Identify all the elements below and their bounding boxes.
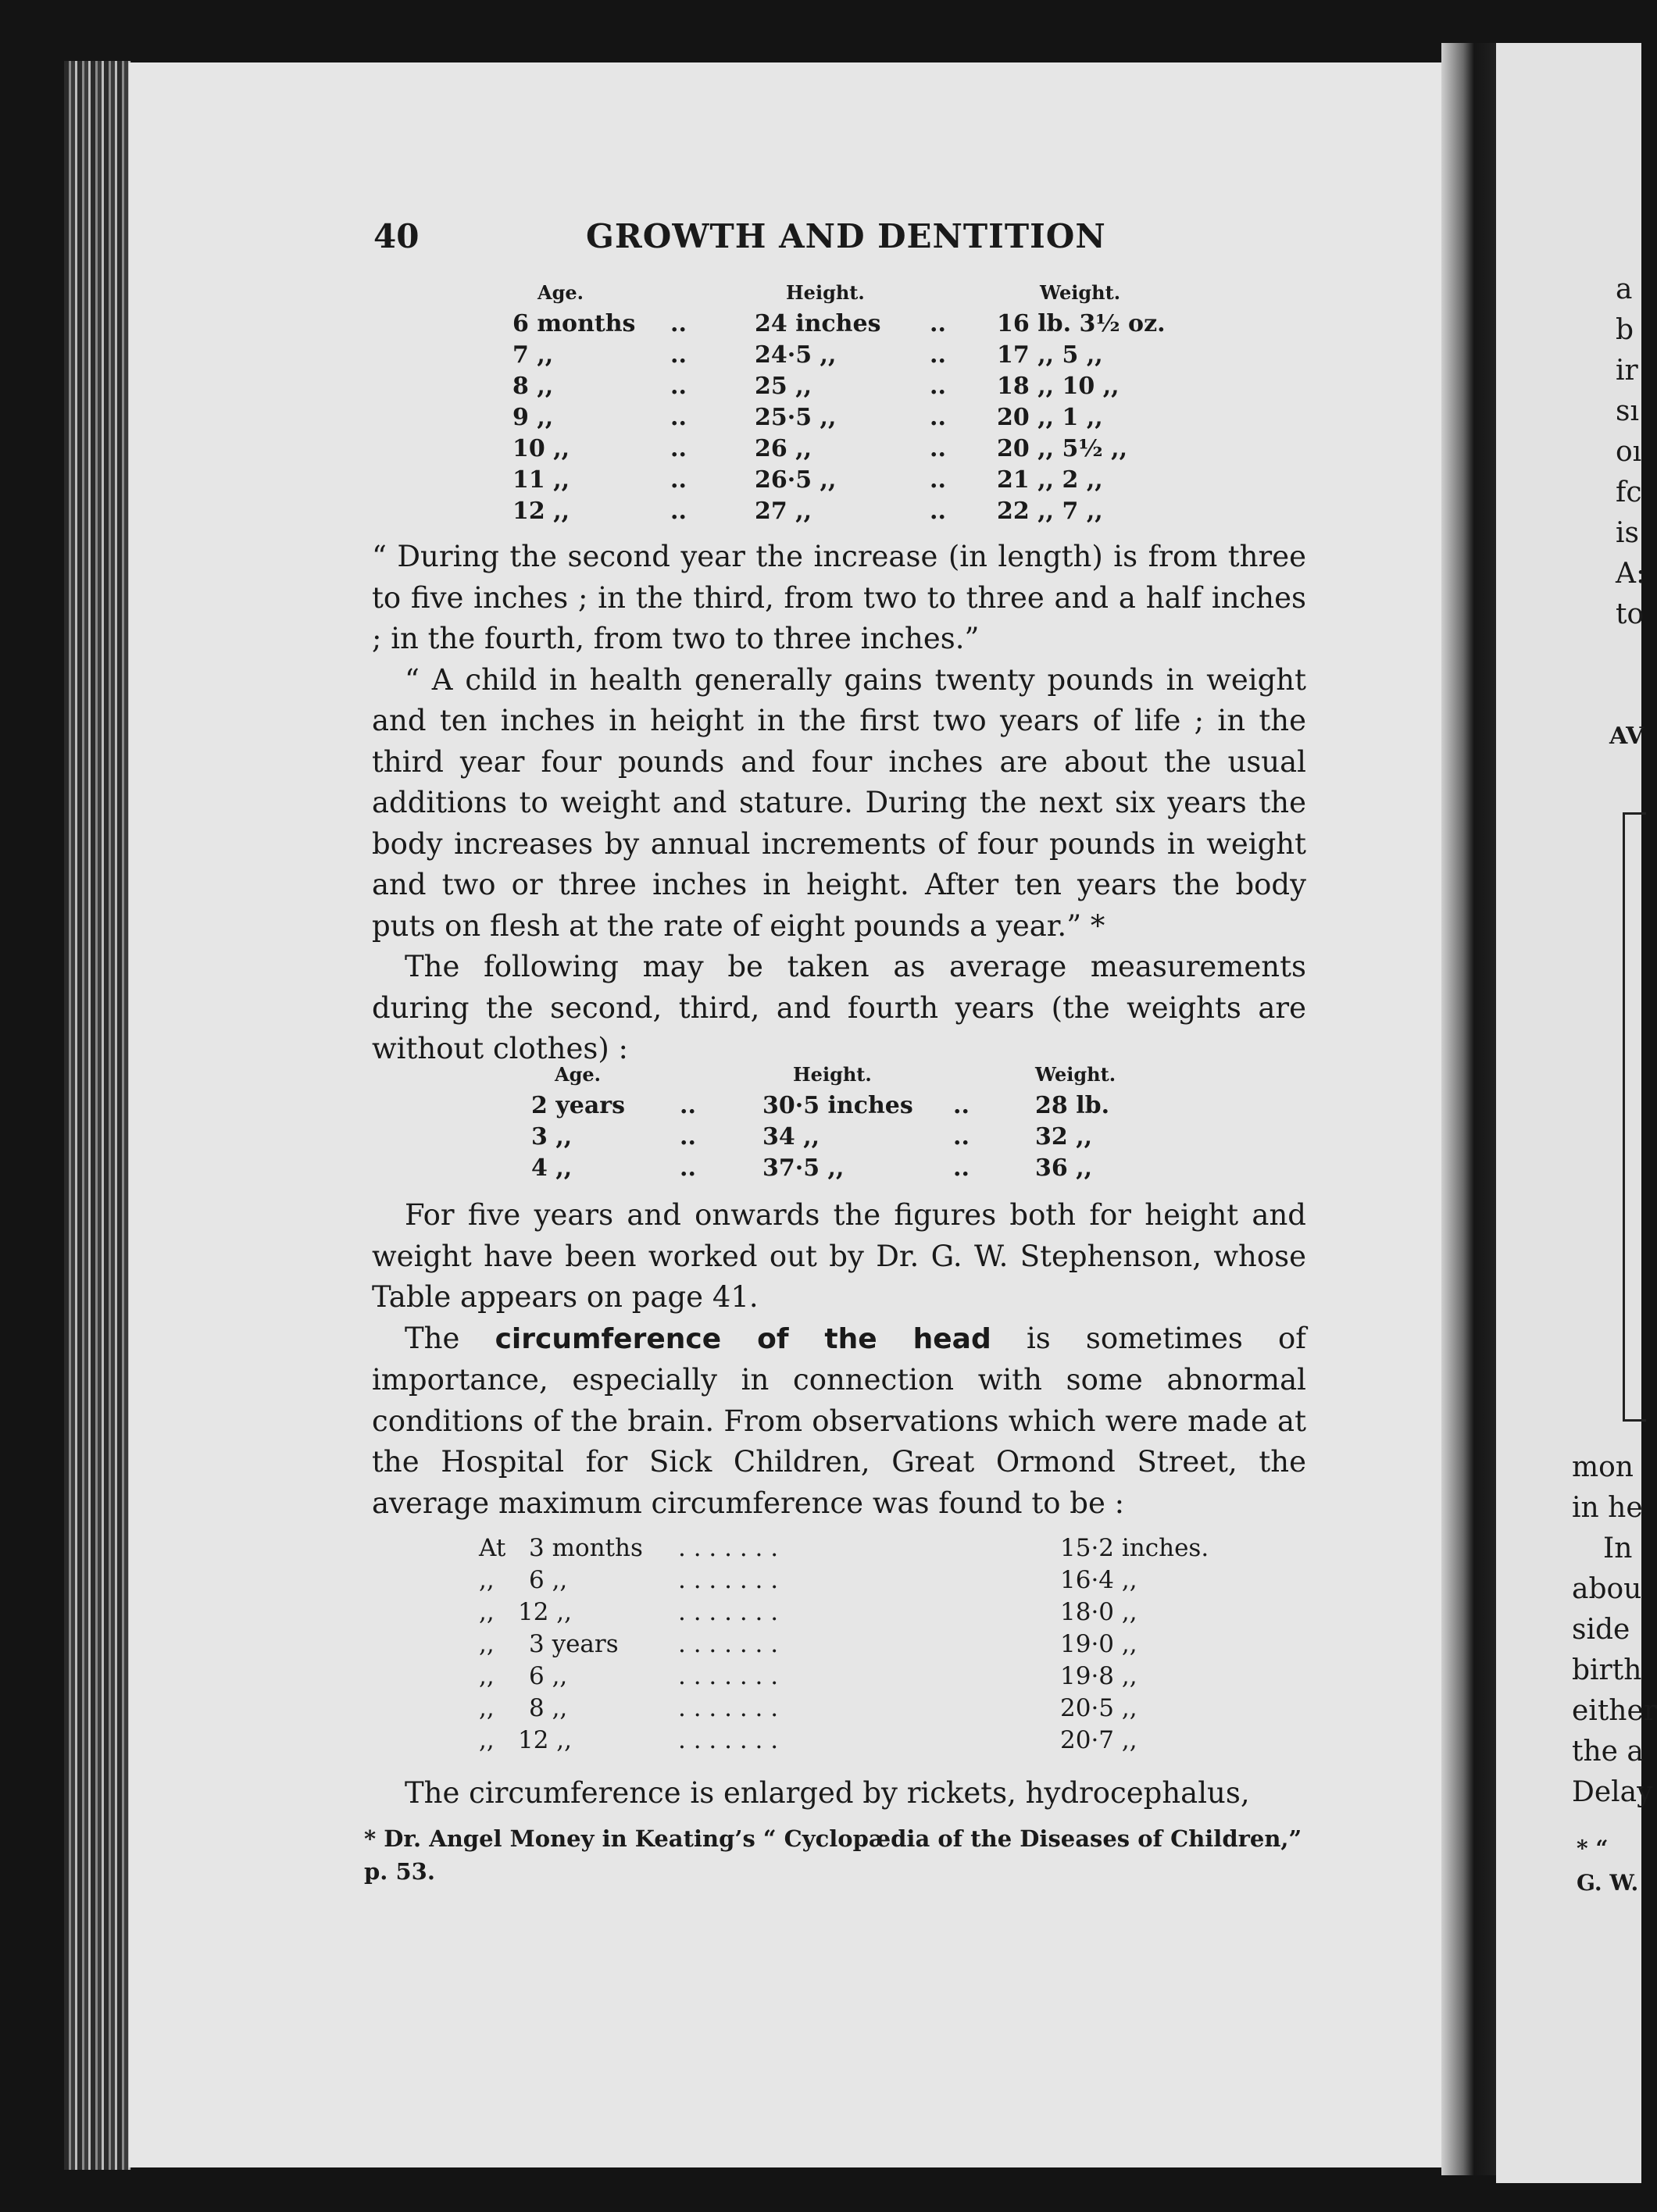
cell-age: 10 ,,	[512, 435, 570, 462]
cell-leader: ..	[930, 435, 946, 462]
header-height: Height.	[793, 1063, 872, 1086]
cell-leader: ..	[670, 498, 687, 525]
header-weight: Weight.	[1040, 281, 1121, 304]
cell-height: 26 ,,	[755, 435, 812, 462]
lead-word: The	[405, 1321, 460, 1355]
fragment: is	[1616, 517, 1639, 549]
cell-leader: ..	[670, 310, 687, 337]
cell-leader: ..	[670, 373, 687, 400]
cell-leader: ..	[953, 1092, 970, 1119]
cell-weight: 20 ,, 1 ,,	[997, 404, 1103, 431]
fragment: sı	[1616, 395, 1639, 427]
cell-age: 9 ,,	[512, 404, 554, 431]
cell-age: 12 ,,	[518, 1726, 573, 1754]
cell-leader: ..	[930, 498, 946, 525]
cell-leader: ..	[670, 435, 687, 462]
dot-leader: . . . . . . .	[678, 1630, 779, 1658]
fragment: In	[1603, 1532, 1633, 1564]
cell-height: 34 ,,	[762, 1123, 820, 1151]
fragment: b	[1616, 314, 1634, 346]
footnote	[364, 1822, 1309, 1888]
cell-weight: 36 ,,	[1035, 1154, 1093, 1182]
cell-leader: ..	[670, 341, 687, 369]
cell-age: 12 ,,	[512, 498, 570, 525]
paragraph-second-year: “ During the second year the increase (in length) is from three to five inches ; in the third, from two to three and a half inches ; in the fourth, from two to three inches.”	[372, 540, 1306, 655]
cell-age: 6 ,,	[529, 1662, 568, 1690]
dot-leader: . . . . . . .	[678, 1694, 779, 1722]
cell-height: 25·5 ,,	[755, 404, 837, 431]
cell-at: ,,	[479, 1726, 495, 1754]
emphasis-circumference: circumference of the head	[495, 1322, 991, 1355]
paragraph-head-circumference	[372, 1318, 1306, 1525]
cell-height: 37·5 ,,	[762, 1154, 845, 1182]
cell-height: 27 ,,	[755, 498, 812, 525]
fragment: the a	[1572, 1736, 1644, 1768]
cell-at: ,,	[479, 1598, 495, 1626]
right-page-table-box	[1623, 812, 1646, 1422]
fragment: side	[1572, 1614, 1630, 1646]
header-age: Age.	[555, 1063, 602, 1086]
cell-age: 3 ,,	[531, 1123, 573, 1151]
dot-leader: . . . . . . .	[678, 1534, 779, 1562]
text-block-growth	[372, 537, 1306, 1070]
cell-leader: ..	[930, 404, 946, 431]
cell-age: 4 ,,	[531, 1154, 573, 1182]
cell-age: 3 months	[529, 1534, 643, 1562]
cell-circumference: 16·4 ,,	[1060, 1566, 1137, 1594]
cell-leader: ..	[930, 341, 946, 369]
cell-at: ,,	[479, 1630, 495, 1658]
cell-age: 2 years	[531, 1092, 625, 1119]
right-page-footnote	[1577, 1832, 1638, 1900]
dot-leader: . . . . . . .	[678, 1726, 779, 1754]
fragment: ir	[1616, 355, 1638, 387]
fragment: * “	[1577, 1836, 1609, 1861]
cell-leader: ..	[670, 466, 687, 494]
dot-leader: . . . . . . .	[678, 1566, 779, 1594]
header-age: Age.	[537, 281, 584, 304]
cell-circumference: 19·0 ,,	[1060, 1630, 1137, 1658]
cell-height: 26·5 ,,	[755, 466, 837, 494]
fragment: to	[1616, 598, 1645, 630]
cell-circumference: 15·2 inches.	[1060, 1534, 1209, 1562]
text-block-enlarged	[372, 1773, 1306, 1814]
fragment: mon	[1572, 1451, 1634, 1483]
right-page-heading: AV	[1609, 722, 1645, 750]
cell-age: 7 ,,	[512, 341, 554, 369]
cell-age: 6 months	[512, 310, 636, 337]
cell-leader: ..	[930, 466, 946, 494]
chapter-title: GROWTH AND DENTITION	[586, 217, 1106, 255]
cell-at: ,,	[479, 1662, 495, 1690]
cell-circumference: 20·7 ,,	[1060, 1726, 1137, 1754]
book-gutter	[1441, 43, 1496, 2175]
paragraph-average-measurements: The following may be taken as average measurements during the second, third, and fourth years (the weights are without clothes) :	[372, 950, 1306, 1065]
cell-leader: ..	[953, 1154, 970, 1182]
text-block-head	[372, 1195, 1306, 1524]
cell-at: At	[479, 1534, 506, 1562]
fragment: oı	[1616, 436, 1642, 468]
fragment: fc	[1616, 476, 1642, 508]
cell-weight: 22 ,, 7 ,,	[997, 498, 1103, 525]
cell-weight: 18 ,, 10 ,,	[997, 373, 1120, 400]
cell-height: 24·5 ,,	[755, 341, 837, 369]
cell-height: 25 ,,	[755, 373, 812, 400]
cell-leader: ..	[680, 1154, 696, 1182]
fragment: G. W.	[1577, 1870, 1639, 1896]
fragment: in he	[1572, 1492, 1643, 1524]
cell-leader: ..	[930, 373, 946, 400]
right-page-top-fragments	[1616, 269, 1645, 635]
cell-height: 24 inches	[755, 310, 881, 337]
cell-at: ,,	[479, 1694, 495, 1722]
fragment: birth	[1572, 1654, 1642, 1686]
paragraph-child-health: “ A child in health generally gains twenty pounds in weight and ten inches in height in the first two years of life ; in the third year four pounds and four inches are about the usual additions to weight and stature. During the next six years the body increases by annual increments of four pounds in weight and two or three inches in height. After ten years the body puts on flesh at the rate of eight pounds a year.” *	[372, 662, 1306, 943]
cell-weight: 21 ,, 2 ,,	[997, 466, 1103, 494]
cell-leader: ..	[953, 1123, 970, 1151]
dot-leader: . . . . . . .	[678, 1662, 779, 1690]
right-page-bottom-fragments	[1572, 1447, 1657, 1813]
header-height: Height.	[786, 281, 865, 304]
cell-age: 12 ,,	[518, 1598, 573, 1626]
fragment: Delay	[1572, 1776, 1653, 1808]
cell-leader: ..	[930, 310, 946, 337]
cell-circumference: 19·8 ,,	[1060, 1662, 1137, 1690]
cell-at: ,,	[479, 1566, 495, 1594]
cell-weight: 32 ,,	[1035, 1123, 1093, 1151]
cell-weight: 28 lb.	[1035, 1092, 1110, 1119]
cell-age: 11 ,,	[512, 466, 570, 494]
cell-age: 6 ,,	[529, 1566, 568, 1594]
cell-circumference: 18·0 ,,	[1060, 1598, 1137, 1626]
paragraph-rest: is sometimes of importance, especially in connection with some abnormal conditions of the brain. From observations which were made at the Hospital for Sick Children, Great Ormond Street, the average maximum circumference was found to be :	[372, 1321, 1307, 1520]
cell-age: 3 years	[529, 1630, 619, 1658]
paragraph-enlarged: The circumference is enlarged by rickets, hydrocephalus,	[405, 1776, 1250, 1810]
book-edge	[64, 61, 131, 2170]
header-weight: Weight.	[1035, 1063, 1116, 1086]
cell-weight: 16 lb. 3½ oz.	[997, 310, 1166, 337]
paragraph-stephenson: For five years and onwards the figures both for height and weight have been worked out by Dr. G. W. Stephenson, whose Table appears on page 41.	[372, 1198, 1306, 1314]
fragment: abou	[1572, 1573, 1642, 1605]
cell-weight: 17 ,, 5 ,,	[997, 341, 1103, 369]
cell-leader: ..	[670, 404, 687, 431]
cell-leader: ..	[680, 1123, 696, 1151]
cell-age: 8 ,,	[512, 373, 554, 400]
fragment: a	[1616, 273, 1633, 305]
cell-age: 8 ,,	[529, 1694, 568, 1722]
footnote-text: * Dr. Angel Money in Keating’s “ Cyclopædia of the Diseases of Children,” p. 53.	[364, 1825, 1302, 1885]
cell-weight: 20 ,, 5½ ,,	[997, 435, 1128, 462]
fragment: A:	[1616, 558, 1646, 590]
cell-height: 30·5 inches	[762, 1092, 913, 1119]
dot-leader: . . . . . . .	[678, 1598, 779, 1626]
cell-circumference: 20·5 ,,	[1060, 1694, 1137, 1722]
fragment: either	[1572, 1695, 1657, 1727]
cell-leader: ..	[680, 1092, 696, 1119]
page-number: 40	[373, 217, 420, 255]
